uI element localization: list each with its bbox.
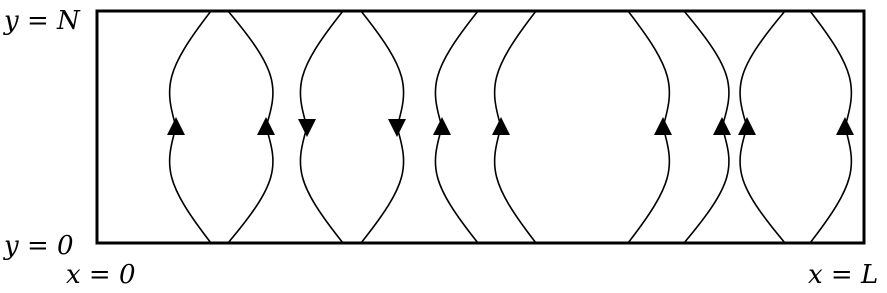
loop-1-left-arrow-up — [167, 117, 185, 135]
loop-4-left-arrow-up — [492, 117, 510, 135]
x-left-label: x = 0 — [66, 260, 136, 290]
loop-1-right-arrow-up — [257, 117, 275, 135]
loop-5-left-arrow-up — [738, 117, 756, 135]
x-right-label: x = L — [808, 260, 879, 290]
loop-2-right-arrow-down — [388, 119, 406, 137]
loop-5-right-arrow-up — [836, 117, 854, 135]
loop-3-left-arrow-up — [433, 117, 451, 135]
arrow-group — [167, 117, 854, 137]
y-bottom-label: y = 0 — [4, 231, 74, 261]
loop-4-right-arrow-up — [654, 117, 672, 135]
loop-3-right-arrow-up — [713, 117, 731, 135]
y-top-label: y = N — [4, 6, 80, 36]
loop-2-left-arrow-down — [298, 119, 316, 137]
